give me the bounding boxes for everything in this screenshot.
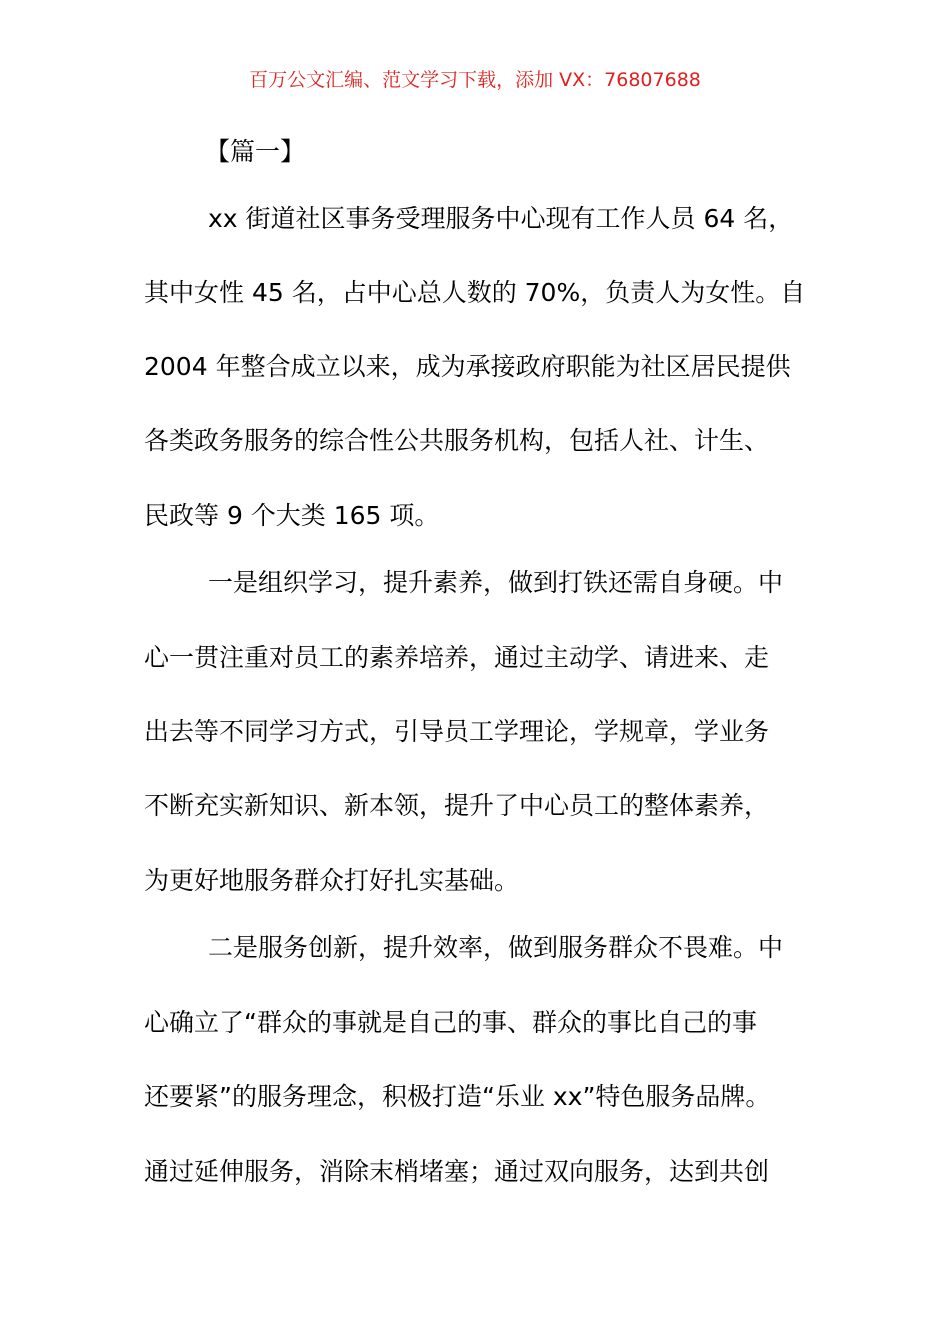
- paragraph-line: 民政等 9 个大类 165 项。: [144, 501, 440, 530]
- paragraph-line: 不断充实新知识、新本领，提升了中心员工的整体素养，: [144, 791, 770, 820]
- paragraph-line: 为更好地服务群众打好扎实基础。: [144, 866, 520, 895]
- paragraph-line: 心确立了“群众的事就是自己的事、群众的事比自己的事: [144, 1008, 757, 1037]
- header-banner: 百万公文汇编、范文学习下载，添加 VX：76807688: [249, 69, 701, 91]
- paragraph-line: 出去等不同学习方式，引导员工学理论，学规章，学业务: [144, 717, 770, 746]
- paragraph-line: 其中女性 45 名，占中心总人数的 70%，负责人为女性。自: [144, 278, 806, 307]
- paragraph-line: 各类政务服务的综合性公共服务机构，包括人社、计生、: [144, 426, 770, 455]
- paragraph-line: 通过延伸服务，消除末梢堵塞；通过双向服务，达到共创: [144, 1157, 770, 1186]
- paragraph-line: 2004 年整合成立以来，成为承接政府职能为社区居民提供: [144, 352, 791, 381]
- paragraph-line: 还要紧”的服务理念，积极打造“乐业 xx”特色服务品牌。: [144, 1082, 771, 1111]
- paragraph-line: 二是服务创新，提升效率，做到服务群众不畏难。中: [208, 933, 784, 962]
- paragraph-line: xx 街道社区事务受理服务中心现有工作人员 64 名，: [208, 204, 794, 233]
- paragraph-line: 心一贯注重对员工的素养培养，通过主动学、请进来、走: [144, 643, 770, 672]
- section-title: 【篇一】: [205, 137, 306, 166]
- paragraph-line: 一是组织学习，提升素养，做到打铁还需自身硬。中: [208, 568, 784, 597]
